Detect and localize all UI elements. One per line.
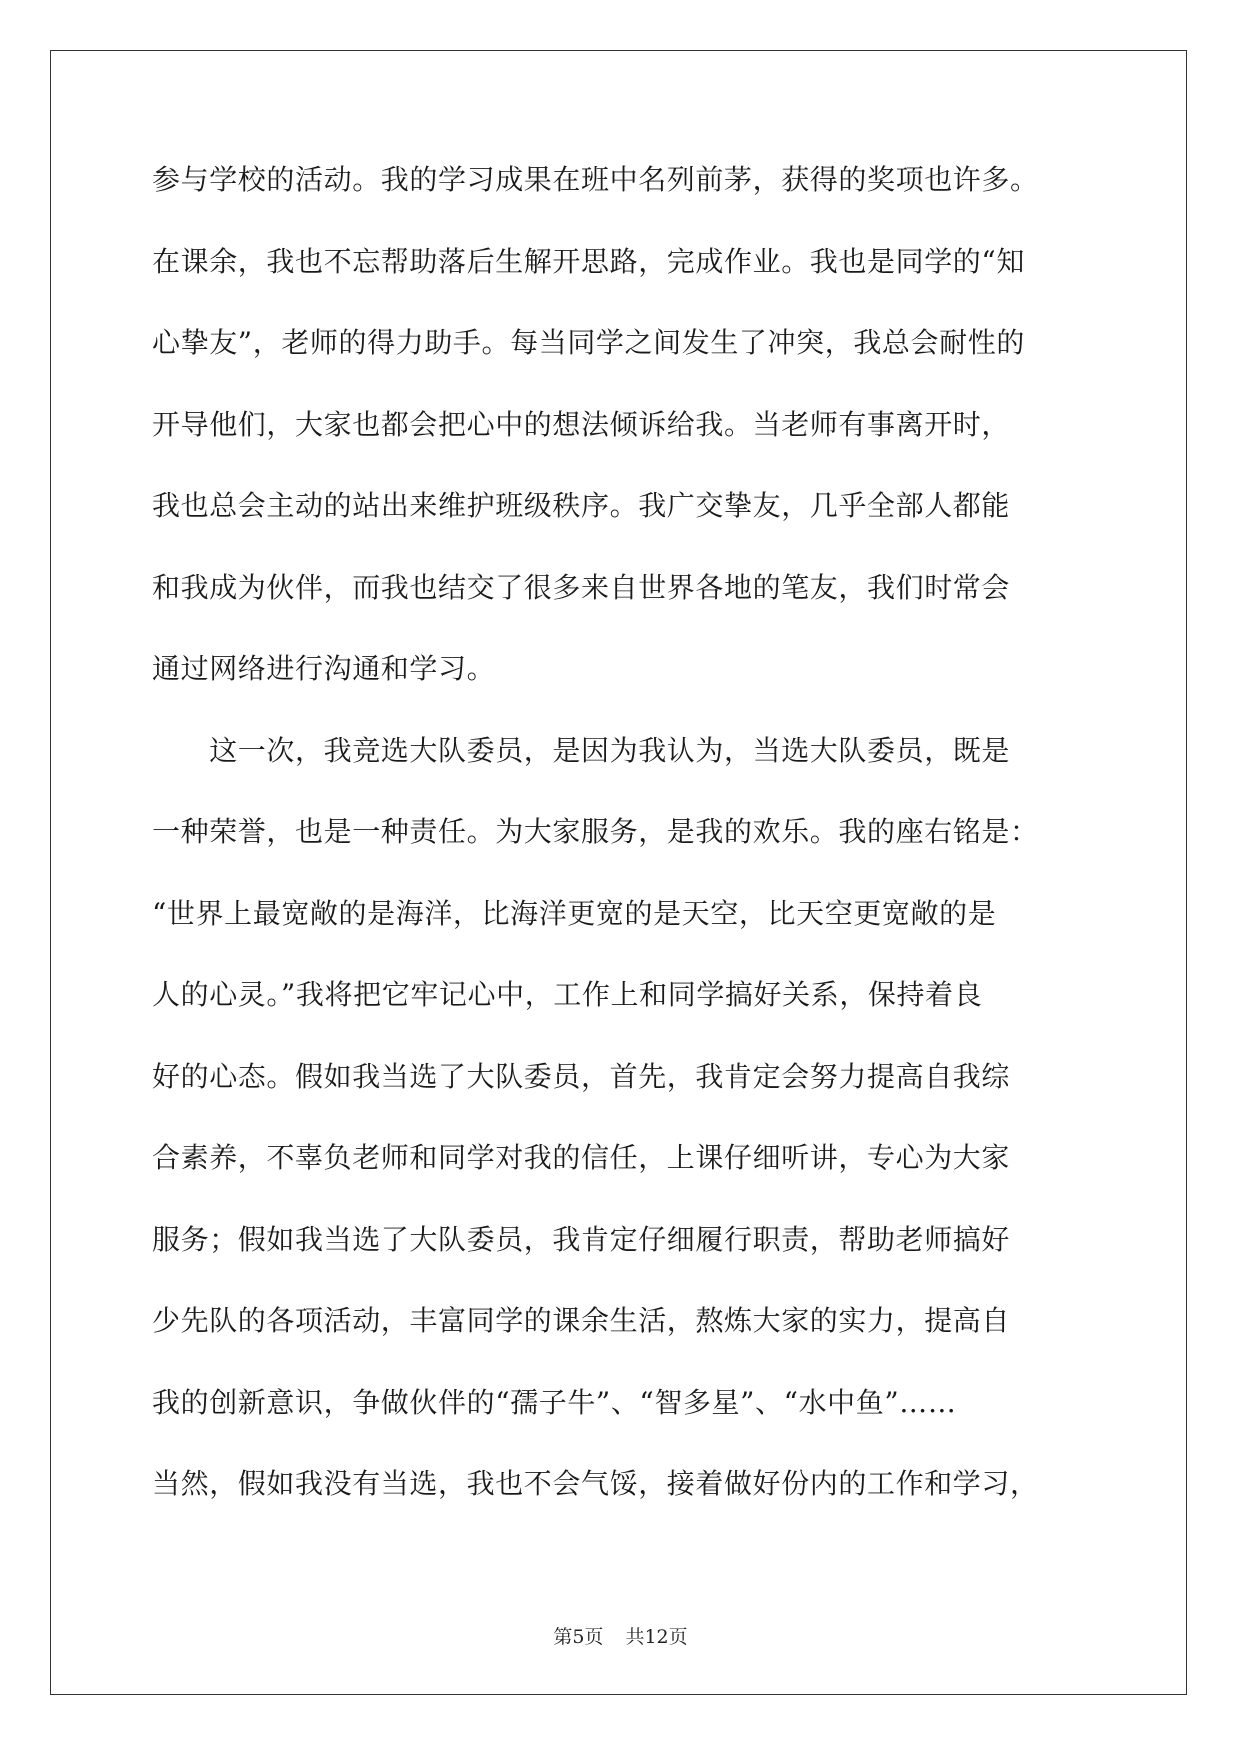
page-footer — [0, 1622, 1241, 1649]
text-line-4: 开导他们，大家也都会把心中的想法倾诉给我。当老师有事离开时， — [152, 407, 1011, 441]
text-line-13: 合素养，不辜负老师和同学对我的信任，上课仔细听讲，专心为大家 — [152, 1141, 1011, 1174]
text-line-11: 人的心灵。”我将把它牢记心中，工作上和同学搞好关系，保持着良 — [152, 978, 983, 1011]
text-line-7: 通过网络进行沟通和学习。 — [152, 652, 496, 685]
page-number: 第5页 — [553, 1626, 604, 1648]
page-total: 共12页 — [625, 1626, 688, 1648]
text-line-1: 参与学校的活动。我的学习成果在班中名列前茅，获得的奖项也许多。 — [152, 163, 1039, 196]
text-line-16: 我的创新意识，争做伙伴的“孺子牛”、“智多星”、“水中鱼”…… — [152, 1385, 957, 1419]
text-line-8: 这一次，我竞选大队委员，是因为我认为，当选大队委员，既是 — [152, 733, 1011, 767]
text-line-6: 和我成为伙伴，而我也结交了很多来自世界各地的笔友，我们时常会 — [152, 570, 1011, 604]
document-body — [152, 165, 1092, 1551]
text-line-2: 在课余，我也不忘帮助落后生解开思路，完成作业。我也是同学的“知 — [152, 244, 1025, 278]
text-line-12: 好的心态。假如我当选了大队委员，首先，我肯定会努力提高自我综 — [152, 1059, 1011, 1093]
text-line-15: 少先队的各项活动，丰富同学的课余生活，熬炼大家的实力，提高自 — [152, 1304, 1011, 1337]
text-line-10: “世界上最宽敞的是海洋，比海洋更宽的是天空，比天空更宽敞的是 — [152, 896, 997, 930]
text-line-9: 一种荣誉，也是一种责任。为大家服务，是我的欢乐。我的座右铭是： — [152, 815, 1039, 848]
text-line-17: 当然，假如我没有当选，我也不会气馁，接着做好份内的工作和学习， — [152, 1467, 1039, 1500]
text-line-14: 服务；假如我当选了大队委员，我肯定仔细履行职责，帮助老师搞好 — [152, 1222, 1011, 1256]
text-line-5: 我也总会主动的站出来维护班级秩序。我广交挚友，几乎全部人都能 — [152, 489, 1011, 522]
text-line-3: 心挚友”，老师的得力助手。每当同学之间发生了冲突，我总会耐性的 — [152, 326, 1025, 359]
